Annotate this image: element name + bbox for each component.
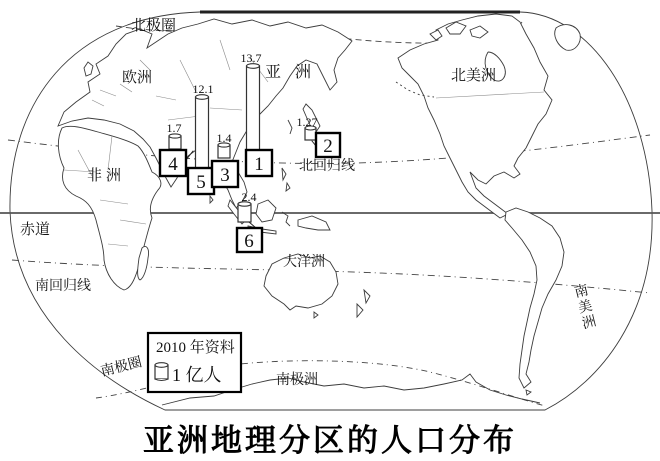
south-america-outline	[505, 208, 564, 388]
label-africa: 非洲	[87, 168, 126, 184]
sulawesi-island	[282, 212, 290, 226]
region-marker-6	[237, 228, 262, 252]
bar-region-3	[217, 131, 232, 158]
bar-region-6	[238, 190, 257, 222]
label-equator: 赤道	[20, 222, 51, 238]
label-tropic-of-capricorn: 南回归线	[35, 279, 91, 294]
label-north-america: 北美洲	[451, 68, 497, 84]
north-america-outline	[398, 14, 552, 218]
region-number-4: 4	[168, 154, 178, 175]
map-title: 亚洲地理分区的人口分布	[143, 422, 517, 458]
region-marker-3	[212, 161, 238, 187]
label-arctic-circle: 北极圈	[131, 18, 177, 34]
korea-peninsula	[288, 120, 292, 134]
value-region-4: 1.7	[166, 121, 182, 135]
region-number-5: 5	[196, 172, 206, 193]
tasmania-island	[314, 312, 318, 318]
region-marker-2	[316, 133, 340, 157]
value-region-1: 13.7	[240, 51, 262, 65]
map-title-bar	[0, 413, 660, 461]
borneo-island	[256, 200, 276, 222]
region-number-6: 6	[244, 231, 254, 252]
label-antarctic-circle: 南极圈	[99, 355, 144, 380]
region-number-1: 1	[254, 154, 264, 175]
region-marker-4	[160, 150, 186, 176]
label-europe: 欧洲	[122, 70, 153, 86]
label-south-america: 南美洲	[570, 282, 597, 333]
region-number-2: 2	[323, 136, 333, 157]
legend-source-note: 2010 年资料	[156, 340, 235, 356]
region-marker-5	[188, 168, 214, 194]
legend-unit-label: 1 亿人	[172, 365, 222, 385]
new-zealand-islands	[357, 290, 370, 317]
philippines-islands	[282, 168, 290, 191]
britain-outline	[84, 62, 93, 76]
legend-box	[148, 333, 241, 392]
bar-region-2	[297, 115, 318, 140]
value-region-3: 1.4	[216, 131, 232, 145]
label-antarctica: 南极洲	[276, 373, 318, 388]
label-tropic-of-cancer: 北回归线	[299, 159, 355, 174]
value-region-6: 2.4	[241, 190, 257, 204]
region-marker-1	[246, 150, 272, 176]
population-cylinder-icon	[155, 363, 168, 381]
region-number-3: 3	[220, 165, 230, 186]
label-asia: 亚洲	[265, 64, 326, 81]
label-oceania: 大洋洲	[283, 255, 325, 270]
greenland-outline	[555, 25, 581, 51]
tierra-del-fuego	[526, 390, 531, 395]
new-guinea-island	[298, 216, 330, 230]
value-region-5: 12.1	[192, 82, 214, 96]
bar-region-4	[167, 121, 182, 149]
sri-lanka-island	[210, 196, 213, 203]
value-region-2: 1.27	[296, 115, 318, 129]
